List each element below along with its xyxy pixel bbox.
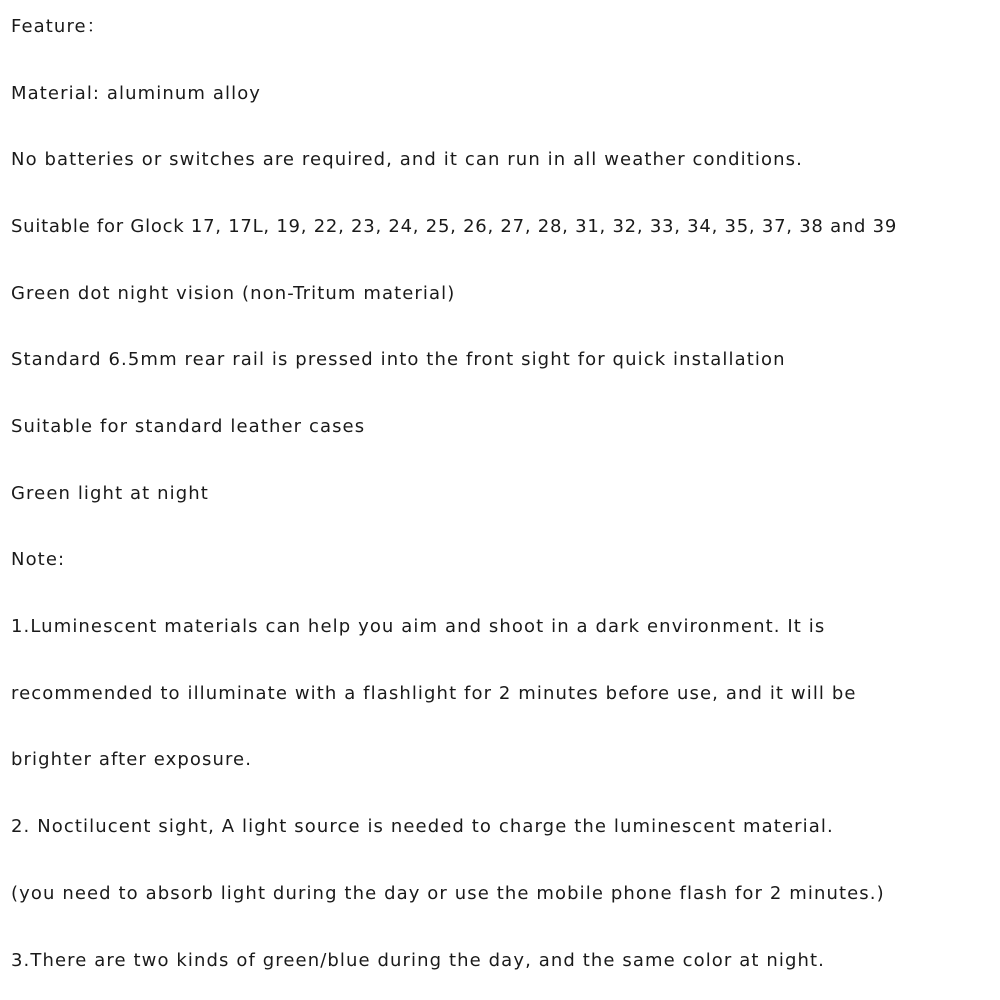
- feature-rear-rail: Standard 6.5mm rear rail is pressed into the front sight for quick installation: [11, 349, 786, 370]
- feature-material: Material: aluminum alloy: [11, 83, 262, 104]
- feature-green-light: Green light at night: [11, 483, 209, 504]
- note-line: brighter after exposure.: [11, 749, 253, 770]
- feature-heading: Feature：: [11, 16, 106, 37]
- note-line: 1.Luminescent materials can help you aim and shoot in a dark environment. It is: [11, 616, 826, 637]
- feature-no-batteries: No batteries or switches are required, and it can run in all weather conditions.: [11, 149, 803, 170]
- product-description: [11, 0, 996, 1000]
- feature-leather-cases: Suitable for standard leather cases: [11, 416, 366, 437]
- note-heading: Note:: [11, 549, 66, 570]
- note-line: 2. Noctilucent sight, A light source is needed to charge the luminescent material.: [11, 816, 834, 837]
- feature-compatibility: Suitable for Glock 17, 17L, 19, 22, 23, 24, 25, 26, 27, 28, 31, 32, 33, 34, 35, 37, 38 and 39: [11, 216, 898, 237]
- note-line: (you need to absorb light during the day or use the mobile phone flash for 2 minutes.): [11, 883, 885, 904]
- feature-green-dot: Green dot night vision (non-Tritum material): [11, 283, 456, 304]
- note-line: 3.There are two kinds of green/blue during the day, and the same color at night.: [11, 950, 825, 971]
- note-line: recommended to illuminate with a flashlight for 2 minutes before use, and it will be: [11, 683, 857, 704]
